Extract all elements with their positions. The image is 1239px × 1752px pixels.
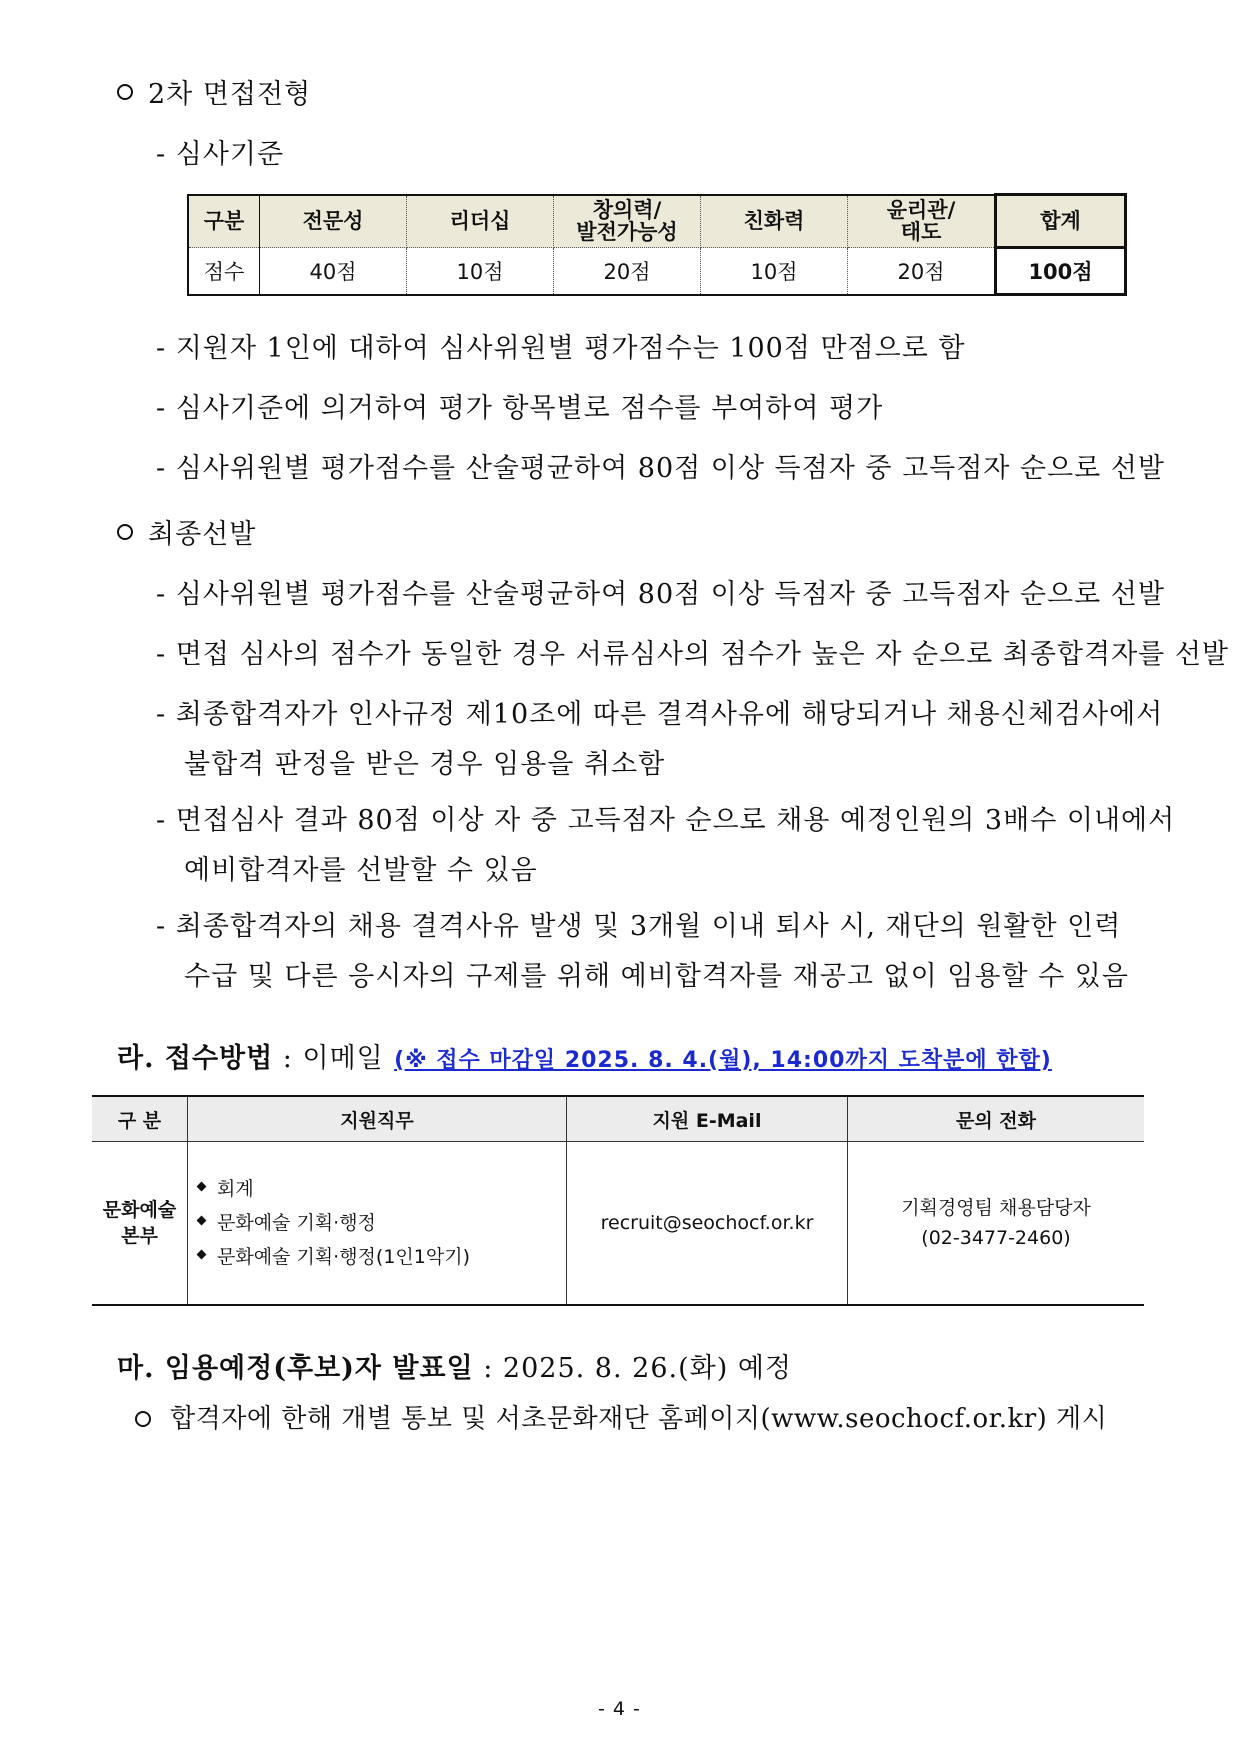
circle-bullet-icon (135, 1411, 151, 1427)
apply-contact-phone: (02-3477-2460) (921, 1227, 1071, 1249)
apply-header-category: 구 분 (92, 1096, 188, 1142)
score-cell-total: 100점 (996, 248, 1126, 295)
interview-bullet-2: - 심사기준에 의거하여 평가 항목별로 점수를 부여하여 평가 (156, 393, 884, 424)
score-cell-label: 점수 (188, 248, 260, 295)
final-bullet-4: - 면접심사 결과 80점 이상 자 중 고득점자 순으로 채용 예정인원의 3배수 이내에서 (156, 805, 1176, 836)
score-cell-affinity: 10점 (701, 248, 848, 295)
announce-title: 마. 임용예정(후보)자 발표일 (117, 1353, 474, 1384)
final-bullet-5-cont: 수급 및 다른 응시자의 구제를 위해 예비합격자를 재공고 없이 임용할 수 있음 (184, 961, 1129, 992)
job-list-item (198, 1240, 566, 1274)
score-cell-ethics: 20점 (848, 248, 996, 295)
announce-bullet: 합격자에 한해 개별 통보 및 서초문화재단 홈페이지(www.seochocf.or.kr) 게시 (170, 1404, 1108, 1434)
apply-header-email: 지원 E-Mail (567, 1096, 848, 1142)
job-label: 문화예술 기획·행정 (217, 1212, 376, 1234)
apply-header-job: 지원직무 (188, 1096, 567, 1142)
score-header-ethics-text: 윤리관/ 태도 (886, 198, 956, 245)
application-table (92, 1095, 1144, 1306)
apply-dept-cell (92, 1142, 188, 1306)
apply-deadline-note: (※ 접수 마감일 2025. 8. 4.(월), 14:00까지 도착분에 한함) (394, 1048, 1052, 1073)
score-table-header-row (188, 195, 1126, 248)
announce-heading (117, 1346, 792, 1385)
apply-header-contact: 문의 전화 (848, 1096, 1145, 1142)
apply-dept-line-2: 본부 (121, 1225, 158, 1247)
score-header-creativity-text: 창의력/ 발전가능성 (576, 198, 678, 245)
job-list (188, 1172, 566, 1274)
apply-email-link[interactable]: recruit@seochocf.or.kr (600, 1212, 814, 1234)
final-bullet-3-cont: 불합격 판정을 받은 경우 임용을 취소함 (184, 749, 666, 780)
score-header-leadership: 리더십 (407, 195, 554, 248)
final-bullet-2: - 면접 심사의 점수가 동일한 경우 서류심사의 점수가 높은 자 순으로 최종합격자를 선발 (156, 639, 1229, 670)
apply-contact-cell (848, 1142, 1145, 1306)
apply-separator: : (273, 1043, 303, 1074)
section-title-interview: 2차 면접전형 (148, 79, 312, 110)
score-table-value-row (188, 248, 1126, 295)
score-cell-leadership: 10점 (407, 248, 554, 295)
apply-table-header-row (92, 1096, 1144, 1142)
apply-heading (117, 1036, 1052, 1075)
score-header-creativity (554, 195, 701, 248)
apply-method: 이메일 (302, 1043, 384, 1074)
diamond-bullet-icon (197, 1182, 207, 1192)
page-number: - 4 - (598, 1698, 641, 1720)
apply-dept-line-1: 문화예술 (102, 1199, 177, 1221)
circle-bullet-icon (117, 524, 133, 540)
final-bullet-1: - 심사위원별 평가점수를 산술평균하여 80점 이상 득점자 중 고득점자 순으로 선발 (156, 579, 1165, 610)
final-bullet-4-cont: 예비합격자를 선발할 수 있음 (184, 855, 538, 886)
section-title-final: 최종선발 (148, 519, 257, 550)
diamond-bullet-icon (197, 1216, 207, 1226)
score-cell-creativity: 20점 (554, 248, 701, 295)
interview-bullet-1: - 지원자 1인에 대하여 심사위원별 평가점수는 100점 만점으로 함 (156, 333, 966, 364)
announce-date: 2025. 8. 26.(화) 예정 (502, 1353, 792, 1384)
job-label: 회계 (217, 1178, 254, 1200)
job-list-item (198, 1172, 566, 1206)
score-cell-expertise: 40점 (260, 248, 407, 295)
score-header-ethics (848, 195, 996, 248)
score-criteria-table (187, 193, 1127, 296)
score-header-total: 합계 (996, 195, 1126, 248)
interview-bullet-3: - 심사위원별 평가점수를 산술평균하여 80점 이상 득점자 중 고득점자 순으로 선발 (156, 453, 1165, 484)
announce-separator: : (473, 1353, 503, 1384)
job-list-item (198, 1206, 566, 1240)
job-label: 문화예술 기획·행정(1인1악기) (217, 1246, 470, 1268)
apply-title: 라. 접수방법 (117, 1043, 274, 1074)
score-header-category: 구분 (188, 195, 260, 248)
criteria-label: - 심사기준 (156, 139, 285, 170)
apply-table-row (92, 1142, 1144, 1306)
circle-bullet-icon (117, 84, 133, 100)
diamond-bullet-icon (197, 1250, 207, 1260)
final-bullet-3: - 최종합격자가 인사규정 제10조에 따른 결격사유에 해당되거나 채용신체검사에서 (156, 699, 1164, 730)
apply-email-cell (567, 1142, 848, 1306)
score-header-expertise: 전문성 (260, 195, 407, 248)
score-header-affinity: 친화력 (701, 195, 848, 248)
apply-contact-team: 기획경영팀 채용담당자 (901, 1197, 1091, 1219)
apply-jobs-cell (188, 1142, 567, 1306)
final-bullet-5: - 최종합격자의 채용 결격사유 발생 및 3개월 이내 퇴사 시, 재단의 원활한 인력 (156, 911, 1122, 942)
